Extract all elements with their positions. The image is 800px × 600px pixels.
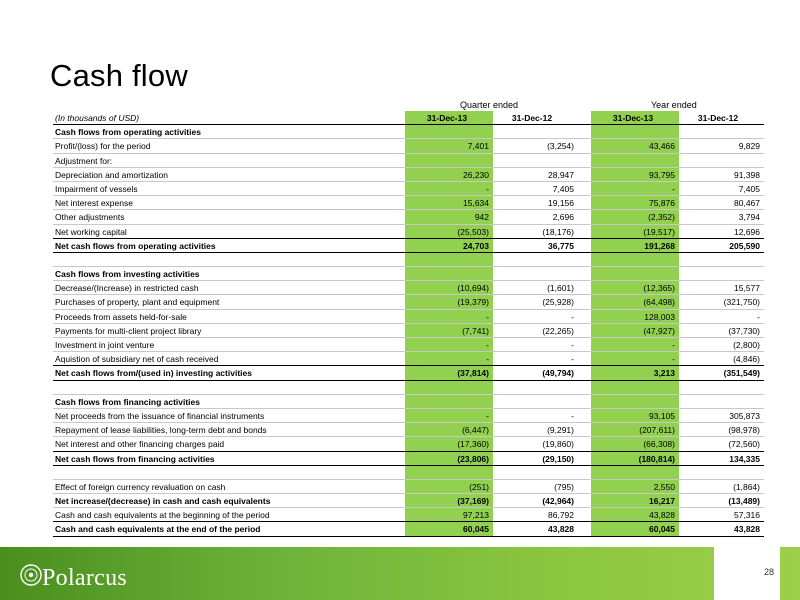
- cell-value: 16,217: [649, 496, 675, 507]
- row-label: Investment in joint venture: [55, 340, 155, 350]
- total-row-operating: [53, 239, 764, 253]
- logo-wordmark: Polarcus: [42, 565, 128, 591]
- row-label: Impairment of vessels: [55, 183, 138, 194]
- cell-value: (66,308): [643, 439, 675, 450]
- cell-value: (795): [554, 481, 574, 492]
- cell-value: (2,800): [733, 340, 760, 350]
- cell-value: 93,105: [649, 410, 675, 421]
- cell-value: 7,401: [467, 141, 489, 152]
- table-row: [53, 168, 764, 182]
- row-label: Other adjustments: [55, 212, 125, 223]
- table-row: [53, 409, 764, 423]
- row-label: Purchases of property, plant and equipment: [55, 297, 220, 308]
- cell-value: (3,254): [547, 141, 574, 152]
- cell-value: (1,864): [733, 481, 760, 492]
- cell-value: (351,549): [723, 368, 760, 379]
- cell-value: (9,291): [547, 425, 574, 436]
- cell-value: 43,828: [649, 510, 675, 521]
- cell-value: 28,947: [548, 169, 574, 180]
- cell-value: 15,577: [734, 283, 760, 294]
- row-label: Net interest expense: [55, 198, 133, 209]
- cell-value: 19,156: [548, 198, 574, 209]
- row-label: Net cash flows from financing activities: [55, 453, 215, 464]
- row-label: Net proceeds from the issuance of financial instruments: [55, 410, 265, 421]
- table-row: [53, 139, 764, 153]
- cell-value: (37,814): [457, 368, 489, 379]
- cell-value: 942: [474, 212, 489, 223]
- row-label: Aquistion of subsidiary net of cash received: [55, 354, 219, 365]
- row-label: Cash and cash equivalents at the end of the period: [55, 524, 261, 535]
- cell-value: (207,611): [639, 425, 675, 436]
- column-header: 31-Dec-12: [511, 113, 553, 123]
- row-label: Decrease/(Increase) in restricted cash: [55, 283, 199, 294]
- table-row: [53, 508, 764, 522]
- total-row-financing: [53, 452, 764, 466]
- page-number: 28: [763, 567, 774, 577]
- cell-value: 3,794: [738, 212, 760, 223]
- cell-value: (47,927): [643, 325, 675, 336]
- row-label: Profit/(loss) for the period: [55, 141, 151, 152]
- page-number-box: [714, 547, 780, 600]
- table-row: [53, 480, 764, 494]
- cell-value: 43,828: [734, 524, 760, 535]
- cell-value: 12,696: [734, 226, 760, 237]
- cell-value: -: [672, 340, 675, 350]
- cell-value: -: [571, 340, 574, 350]
- cell-value: 60,045: [463, 524, 489, 535]
- table-row: [53, 210, 764, 224]
- cell-value: (180,814): [638, 453, 675, 464]
- table-row: [53, 324, 764, 338]
- total-row-investing: [53, 366, 764, 380]
- cell-value: 93,795: [649, 169, 675, 180]
- row-label: Net interest and other financing charges paid: [55, 439, 225, 450]
- column-header: 31-Dec-13: [612, 113, 654, 123]
- row-label: Cash and cash equivalents at the beginning of the period: [55, 510, 270, 521]
- cell-value: 3,213: [653, 368, 675, 379]
- cell-value: 43,828: [548, 524, 574, 535]
- cell-value: 305,873: [729, 410, 760, 421]
- cell-value: (98,978): [728, 425, 760, 436]
- company-logo: [18, 562, 158, 594]
- table-row: [53, 310, 764, 324]
- cash-flow-table: [53, 111, 764, 537]
- cell-value: (17,360): [457, 439, 489, 450]
- column-header: 31-Dec-13: [426, 113, 468, 123]
- cell-value: (1,601): [547, 283, 574, 294]
- row-label: Net increase/(decrease) in cash and cash equivalents: [55, 496, 271, 507]
- cell-value: (19,860): [542, 439, 574, 450]
- cell-value: -: [571, 410, 574, 421]
- year-ended-label: Year ended: [651, 100, 697, 110]
- row-label: Proceeds from assets held-for-sale: [55, 311, 187, 322]
- table-row: [53, 437, 764, 451]
- cell-value: (25,928): [542, 297, 574, 308]
- cell-value: (4,846): [733, 354, 760, 365]
- cell-value: (37,730): [728, 325, 760, 336]
- cell-value: (29,150): [542, 453, 574, 464]
- cell-value: (64,498): [643, 297, 675, 308]
- units-label: (In thousands of USD): [55, 113, 140, 123]
- cell-value: 57,316: [734, 510, 760, 521]
- cell-value: 205,590: [729, 240, 760, 251]
- cell-value: (321,750): [723, 297, 760, 308]
- cell-value: (10,694): [457, 283, 489, 294]
- row-label: Net working capital: [55, 226, 127, 237]
- cell-value: (72,560): [728, 439, 760, 450]
- row-label: Cash flows from operating activities: [55, 127, 201, 138]
- cell-value: (251): [469, 481, 489, 492]
- cell-value: 97,213: [463, 510, 489, 521]
- cell-value: -: [757, 311, 760, 322]
- table-row: [53, 352, 764, 366]
- cell-value: 9,829: [738, 141, 760, 152]
- cell-value: -: [486, 410, 489, 421]
- quarter-ended-label: Quarter ended: [460, 100, 519, 110]
- spacer-row: [53, 466, 764, 480]
- cell-value: 36,775: [548, 240, 574, 251]
- cell-value: 191,268: [644, 240, 675, 251]
- row-label: Repayment of lease liabilities, long-term debt and bonds: [55, 425, 267, 436]
- cell-value: 86,792: [548, 510, 574, 521]
- cell-value: (19,379): [457, 297, 489, 308]
- cell-value: (23,806): [457, 453, 489, 464]
- cell-value: (49,794): [542, 368, 574, 379]
- spacer-row: [53, 253, 764, 267]
- row-label: Cash flows from investing activities: [55, 269, 200, 280]
- adjustment-heading: [53, 154, 764, 168]
- cell-value: 2,696: [552, 212, 574, 223]
- cell-value: (19,517): [643, 226, 675, 237]
- table-row: [53, 225, 764, 239]
- cell-value: (25,503): [457, 226, 489, 237]
- table-row: [53, 196, 764, 210]
- cell-value: (13,489): [728, 496, 760, 507]
- cell-value: -: [571, 354, 574, 365]
- cell-value: 80,467: [734, 198, 760, 209]
- row-label: Net cash flows from operating activities: [55, 240, 216, 251]
- total-row-ending-cash: [53, 522, 764, 536]
- table-row: [53, 182, 764, 196]
- cell-value: 2,550: [653, 481, 675, 492]
- cell-value: -: [486, 183, 489, 194]
- table-header-row: [53, 111, 764, 125]
- page-title: Cash flow: [50, 58, 188, 93]
- cell-value: (42,964): [542, 496, 574, 507]
- cell-value: (18,176): [542, 226, 574, 237]
- cell-value: (6,447): [462, 425, 489, 436]
- section-heading-investing: [53, 267, 764, 281]
- cell-value: 43,466: [649, 141, 675, 152]
- cell-value: -: [571, 311, 574, 322]
- cell-value: 7,405: [738, 183, 760, 194]
- row-label: Effect of foreign currency revaluation on cash: [55, 481, 226, 492]
- table-row: [53, 423, 764, 437]
- cell-value: (12,365): [643, 283, 675, 294]
- row-label: Cash flows from financing activities: [55, 396, 201, 407]
- row-label: Adjustment for:: [55, 155, 113, 166]
- table-row: [53, 281, 764, 295]
- table-row: [53, 295, 764, 309]
- cell-value: (7,741): [462, 325, 489, 336]
- cell-value: -: [672, 183, 675, 194]
- table-row: [53, 338, 764, 352]
- cell-value: 75,876: [649, 198, 675, 209]
- net-change-row: [53, 494, 764, 508]
- cell-value: 91,398: [734, 169, 760, 180]
- cell-value: 128,003: [644, 311, 675, 322]
- column-header: 31-Dec-12: [697, 113, 739, 123]
- cell-value: (37,169): [457, 496, 489, 507]
- cell-value: 26,230: [463, 169, 489, 180]
- row-label: Payments for multi-client project library: [55, 325, 202, 336]
- spacer-row: [53, 381, 764, 395]
- cell-value: -: [672, 354, 675, 365]
- cell-value: -: [486, 311, 489, 322]
- row-label: Net cash flows from/(used in) investing activities: [55, 368, 252, 379]
- cell-value: (22,265): [542, 325, 574, 336]
- cell-value: 24,703: [463, 240, 489, 251]
- cell-value: (2,352): [648, 212, 675, 223]
- cell-value: 134,335: [729, 453, 760, 464]
- cell-value: 7,405: [552, 183, 574, 194]
- polarcus-logo-icon: [18, 562, 42, 594]
- cell-value: -: [486, 354, 489, 365]
- section-heading-operating: [53, 125, 764, 139]
- cell-value: 15,634: [463, 198, 489, 209]
- section-heading-financing: [53, 395, 764, 409]
- row-label: Depreciation and amortization: [55, 169, 168, 180]
- cell-value: 60,045: [649, 524, 675, 535]
- cell-value: -: [486, 340, 489, 350]
